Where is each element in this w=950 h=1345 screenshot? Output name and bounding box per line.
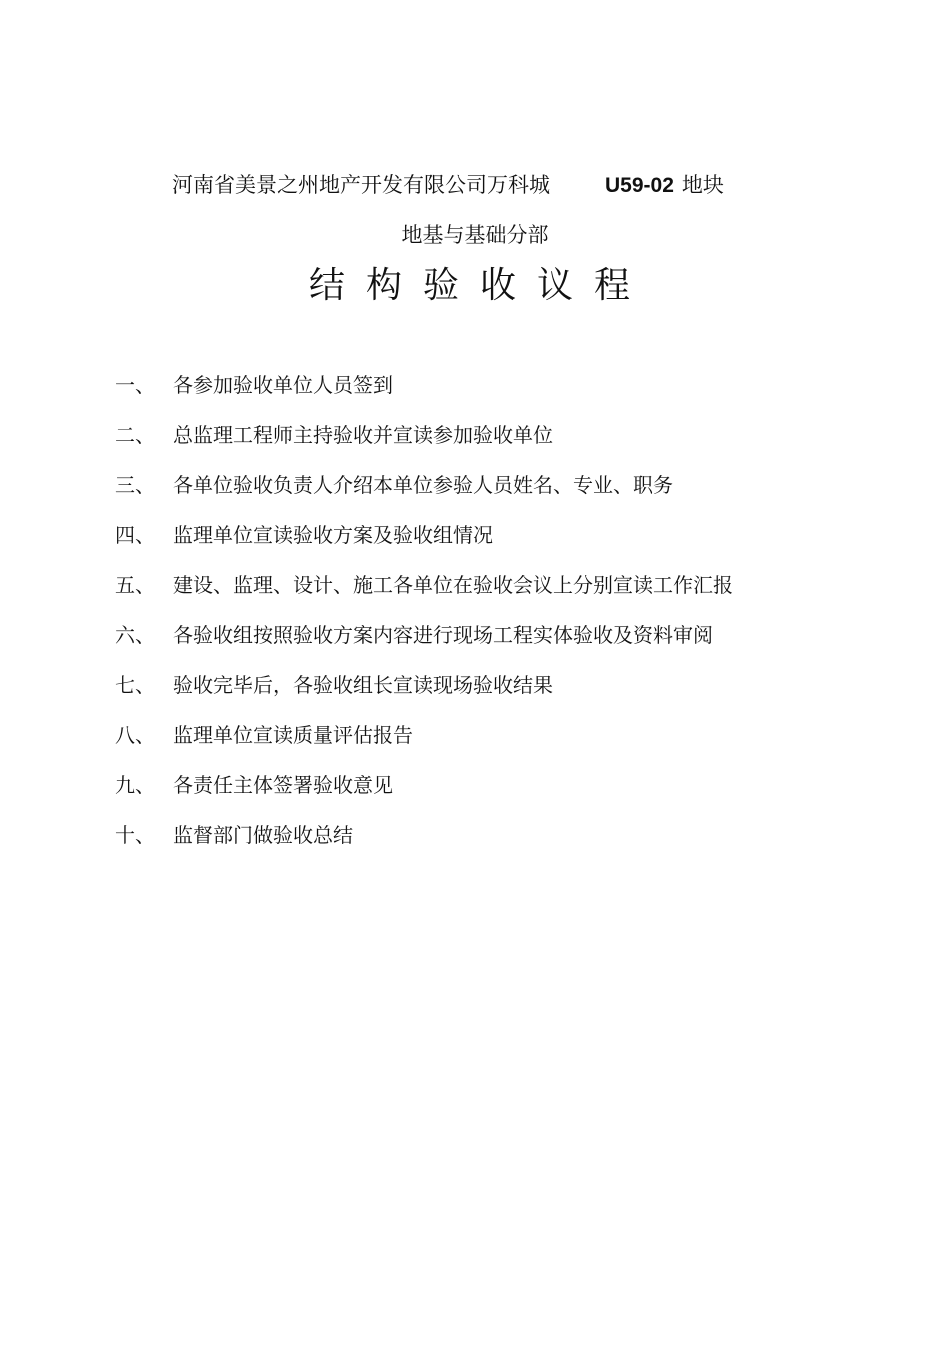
agenda-item-number: 一、	[115, 373, 155, 397]
agenda-item-number: 九、	[115, 773, 155, 797]
project-title	[172, 170, 812, 201]
company-name: 河南省美景之州地产开发有限公司万科城	[172, 173, 550, 197]
plot-code: U59-02	[605, 174, 674, 197]
agenda-item	[115, 468, 895, 518]
agenda-item-text: 验收完毕后，各验收组长宣读现场验收结果	[173, 673, 553, 697]
agenda-item	[115, 768, 895, 818]
section-subtitle: 地基与基础分部	[401, 223, 549, 247]
agenda-item-number: 六、	[115, 623, 155, 647]
agenda-item	[115, 818, 895, 868]
agenda-item-text: 监理单位宣读质量评估报告	[173, 723, 413, 747]
agenda-item-number: 四、	[115, 523, 155, 547]
agenda-item	[115, 568, 895, 618]
agenda-item-text: 建设、监理、设计、施工各单位在验收会议上分别宣读工作汇报	[173, 573, 733, 597]
agenda-item	[115, 418, 895, 468]
agenda-item-number: 五、	[115, 573, 155, 597]
agenda-item-text: 各责任主体签署验收意见	[173, 773, 393, 797]
agenda-item	[115, 718, 895, 768]
agenda-item-text: 总监理工程师主持验收并宣读参加验收单位	[173, 423, 553, 447]
agenda-item-text: 各单位验收负责人介绍本单位参验人员姓名、专业、职务	[173, 473, 673, 497]
agenda-item-number: 二、	[115, 423, 155, 447]
agenda-item-number: 八、	[115, 723, 155, 747]
agenda-item-text: 监理单位宣读验收方案及验收组情况	[173, 523, 493, 547]
agenda-item-text: 各参加验收单位人员签到	[173, 373, 393, 397]
agenda-list	[115, 368, 895, 868]
agenda-item-text: 监督部门做验收总结	[173, 823, 353, 847]
agenda-item-number: 三、	[115, 473, 155, 497]
agenda-item	[115, 668, 895, 718]
agenda-item-text: 各验收组按照验收方案内容进行现场工程实体验收及资料审阅	[173, 623, 713, 647]
agenda-item	[115, 618, 895, 668]
agenda-item-number: 七、	[115, 673, 155, 697]
agenda-item-number: 十、	[115, 823, 155, 847]
document-title: 结构验收议程	[308, 265, 651, 306]
agenda-item	[115, 368, 895, 418]
plot-label: 地块	[681, 173, 724, 197]
agenda-item	[115, 518, 895, 568]
